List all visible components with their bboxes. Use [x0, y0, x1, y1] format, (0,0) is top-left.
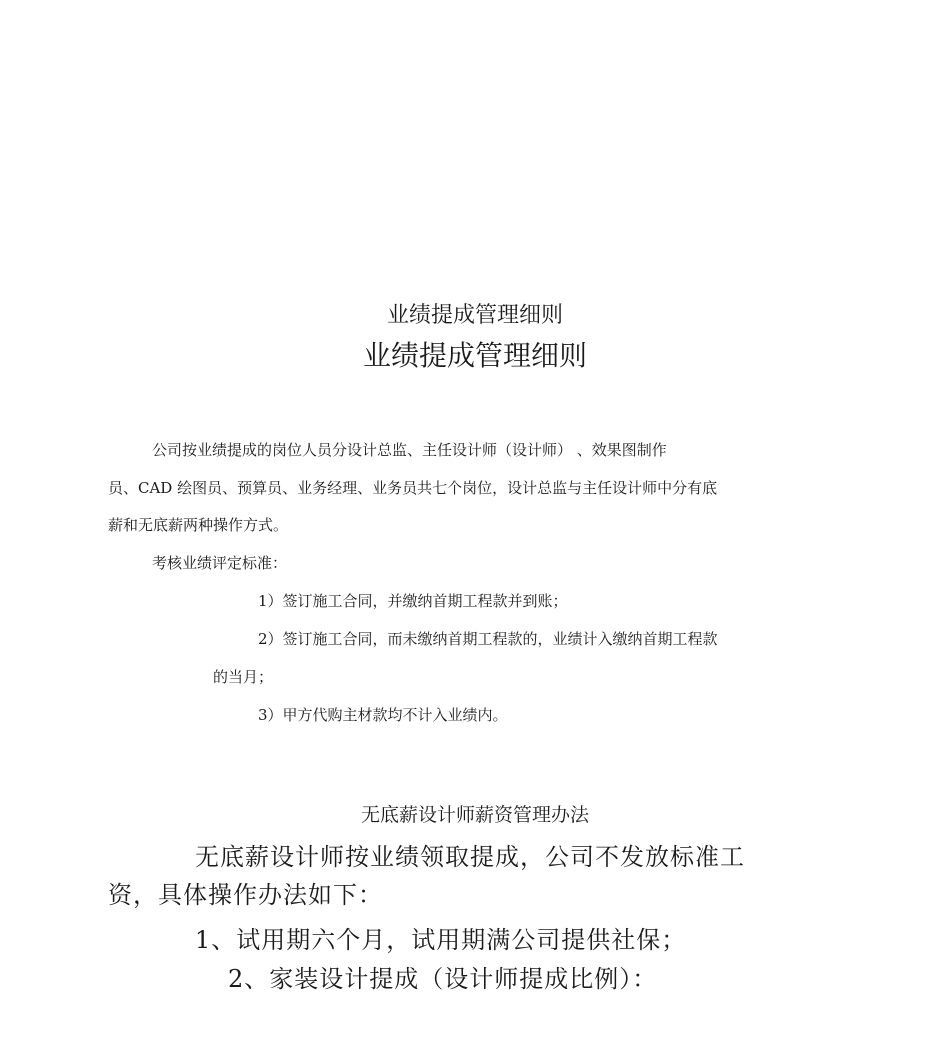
title-small: 业绩提成管理细则: [386, 303, 563, 328]
criteria-item-3: 3）甲方代购主材款均不计入业绩内。: [258, 706, 508, 724]
section-body-line-2: 资，具体操作办法如下：: [108, 881, 383, 909]
section-body-line-1: 无底薪设计师按业绩领取提成，公司不发放标准工: [195, 843, 745, 871]
intro-line-1: 公司按业绩提成的岗位人员分设计总监、主任设计师（设计师） 、效果图制作: [152, 441, 667, 459]
section-item-2: 2、家装设计提成（设计师提成比例）：: [228, 965, 658, 993]
criteria-item-2: 2）签订施工合同，而未缴纳首期工程款的，业绩计入缴纳首期工程款: [258, 630, 718, 648]
criteria-heading: 考核业绩评定标准：: [152, 554, 288, 572]
section-item-1: 1、试用期六个月，试用期满公司提供社保；: [195, 926, 687, 954]
intro-line-2: 员、CAD 绘图员、预算员、业务经理、业务员共七个岗位，设计总监与主任设计师中分有底: [108, 479, 718, 497]
title-large: 业绩提成管理细则: [362, 339, 587, 372]
intro-line-3: 薪和无底薪两种操作方式。: [108, 516, 289, 534]
criteria-item-1: 1）签订施工合同，并缴纳首期工程款并到账；: [258, 592, 568, 610]
criteria-item-2-cont: 的当月；: [213, 668, 274, 686]
section-title: 无底薪设计师薪资管理办法: [360, 804, 589, 826]
